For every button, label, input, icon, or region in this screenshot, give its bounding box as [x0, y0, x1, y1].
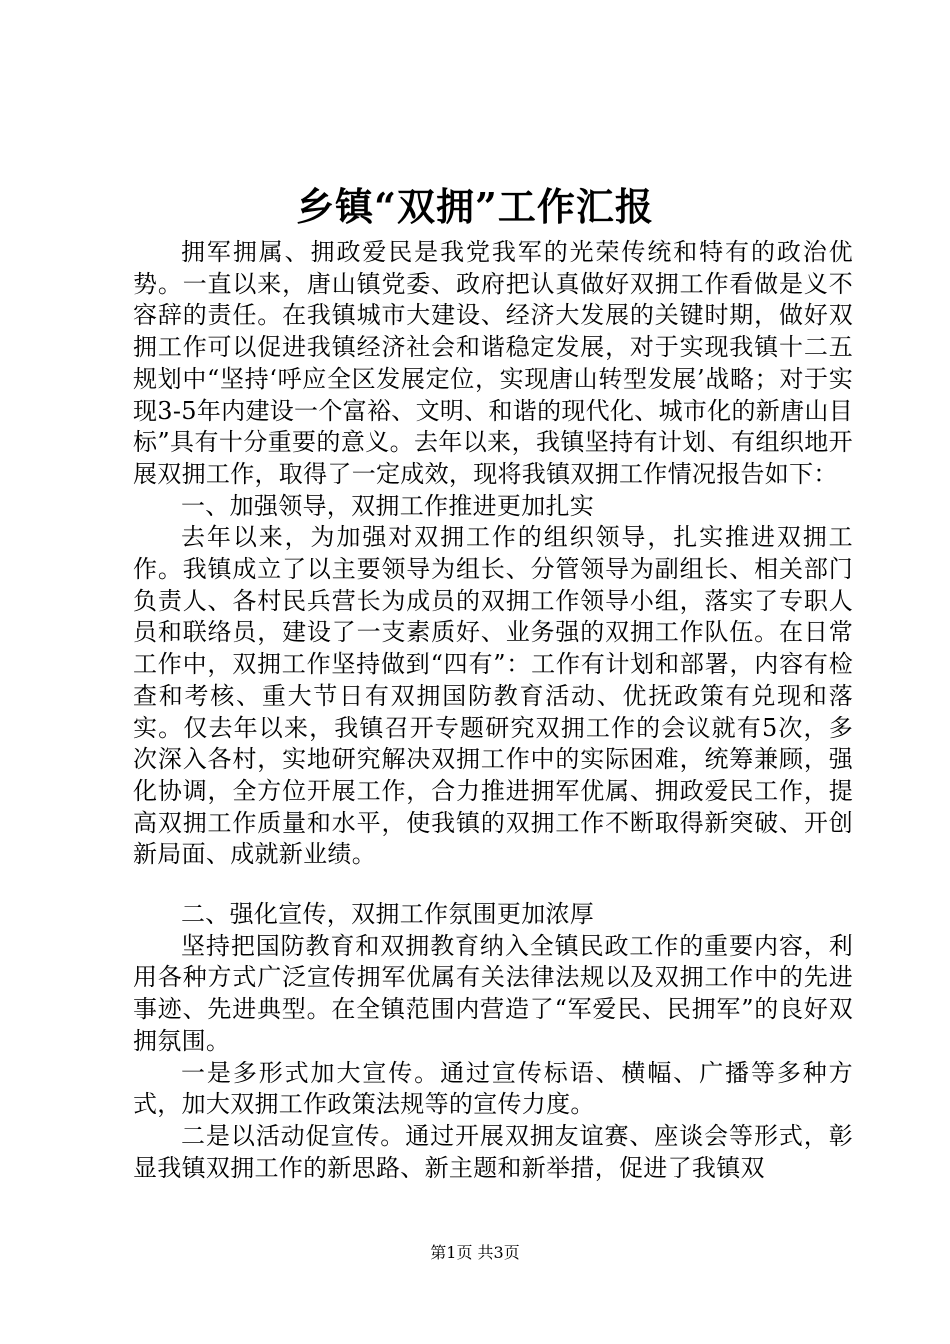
paragraph-gap	[133, 871, 853, 899]
document-title: 乡镇“双拥”工作汇报	[296, 184, 654, 229]
section-2-item-1: 一是多形式加大宣传。通过宣传标语、横幅、广播等多种方式，加大双拥工作政策法规等的宣传力度。	[133, 1058, 853, 1119]
page-footer: 第1页 共3页	[430, 1243, 520, 1262]
section-heading-2: 二、强化宣传，双拥工作氛围更加浓厚	[181, 900, 595, 929]
section-2-paragraph: 坚持把国防教育和双拥教育纳入全镇民政工作的重要内容，利用各种方式广泛宣传拥军优属有关法律法规以及双拥工作中的先进事迹、先进典型。在全镇范围内营造了“军爱民、民拥军”的良好双拥氛围。	[133, 931, 853, 1055]
section-2-item-2: 二是以活动促宣传。通过开展双拥友谊赛、座谈会等形式，彰显我镇双拥工作的新思路、新主题和新举措，促进了我镇双	[133, 1121, 853, 1182]
section-heading-1: 一、加强领导，双拥工作推进更加扎实	[181, 491, 595, 520]
section-1-paragraph: 去年以来，为加强对双拥工作的组织领导，扎实推进双拥工作。我镇成立了以主要领导为组长、分管领导为副组长、相关部门负责人、各村民兵营长为成员的双拥工作领导小组，落实了专职人员和联络员，建设了一支素质好、业务强的双拥工作队伍。在日常工作中，双拥工作坚持做到“四有”：工作有计划和部署，内容有检查和考核、重大节日有双拥国防教育活动、优抚政策有兑现和落实。仅去年以来，我镇召开专题研究双拥工作的会议就有5次，多次深入各村，实地研究解决双拥工作中的实际困难，统筹兼顾，强化协调，全方位开展工作，合力推进拥军优属、拥政爱民工作，提高双拥工作质量和水平，使我镇的双拥工作不断取得新突破、开创新局面、成就新业绩。	[133, 523, 853, 869]
intro-paragraph: 拥军拥属、拥政爱民是我党我军的光荣传统和特有的政治优势。一直以来，唐山镇党委、政府把认真做好双拥工作看做是义不容辞的责任。在我镇城市大建设、经济大发展的关键时期，做好双拥工作可以促进我镇经济社会和谐稳定发展，对于实现我镇十二五规划中“坚持‘呼应全区发展定位，实现唐山转型发展’战略；对于实现3-5年内建设一个富裕、文明、和谐的现代化、城市化的新唐山目标”具有十分重要的意义。去年以来，我镇坚持有计划、有组织地开展双拥工作，取得了一定成效，现将我镇双拥工作情况报告如下：	[133, 238, 853, 488]
document-body	[133, 237, 853, 1184]
